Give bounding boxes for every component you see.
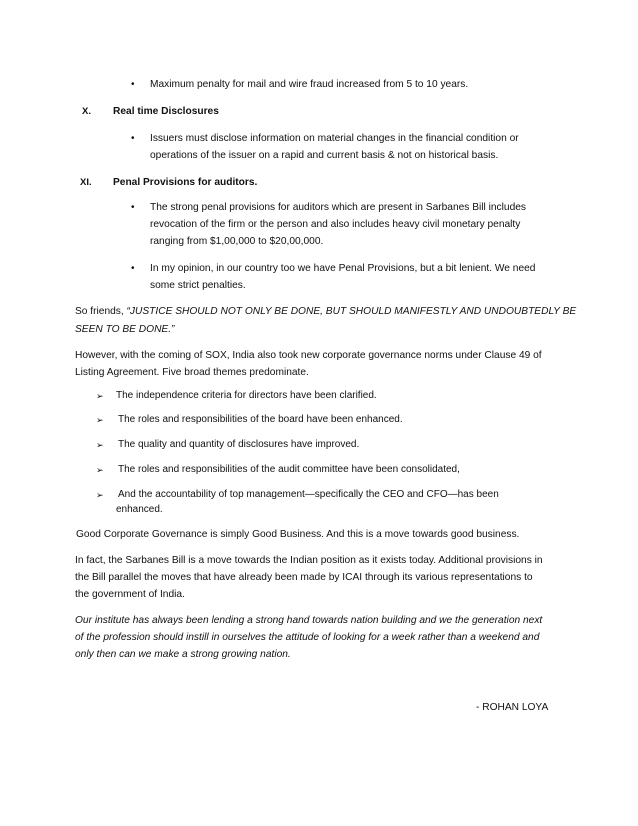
bullet-icon: • bbox=[131, 202, 135, 213]
paragraph-line: the government of India. bbox=[75, 589, 185, 600]
bullet-icon: • bbox=[131, 263, 135, 274]
closing-line: only then can we make a strong growing nation. bbox=[75, 649, 291, 660]
signature: - ROHAN LOYA bbox=[476, 702, 549, 713]
paragraph-line: However, with the coming of SOX, India also took new corporate governance norms under Clause 49 of bbox=[75, 350, 542, 361]
closing-line: Our institute has always been lending a strong hand towards nation building and we the generation next bbox=[75, 615, 543, 626]
section-heading: Real time Disclosures bbox=[113, 106, 219, 117]
theme-item: The roles and responsibilities of the audit committee have been consolidated, bbox=[118, 464, 460, 475]
bullet-text: In my opinion, in our country too we have Penal Provisions, but a bit lenient. We need bbox=[150, 263, 536, 274]
arrow-bullet-icon: ➢ bbox=[96, 490, 104, 500]
theme-item: The quality and quantity of disclosures have improved. bbox=[118, 439, 360, 450]
arrow-bullet-icon: ➢ bbox=[96, 465, 104, 475]
bullet-text: Issuers must disclose information on material changes in the financial condition or bbox=[150, 133, 519, 144]
arrow-bullet-icon: ➢ bbox=[96, 440, 104, 450]
bullet-text: Maximum penalty for mail and wire fraud increased from 5 to 10 years. bbox=[150, 79, 469, 90]
section-heading: Penal Provisions for auditors. bbox=[113, 177, 258, 188]
section-numeral: XI. bbox=[80, 177, 92, 188]
theme-item-continuation: enhanced. bbox=[116, 504, 163, 515]
paragraph-line: Good Corporate Governance is simply Good Business. And this is a move towards good business. bbox=[76, 529, 520, 540]
quote-prefix: So friends, bbox=[75, 306, 127, 317]
quote-text: “JUSTICE SHOULD NOT ONLY BE DONE, BUT SHOULD MANIFESTLY AND UNDOUBTEDLY BE bbox=[126, 306, 577, 317]
theme-item: The independence criteria for directors have been clarified. bbox=[116, 390, 377, 401]
bullet-text: The strong penal provisions for auditors which are present in Sarbanes Bill includes bbox=[150, 202, 527, 213]
bullet-text: some strict penalties. bbox=[150, 280, 246, 291]
quote-text: SEEN TO BE DONE.” bbox=[75, 324, 175, 335]
bullet-text: operations of the issuer on a rapid and current basis & not on historical basis. bbox=[150, 150, 499, 161]
theme-item: The roles and responsibilities of the board have been enhanced. bbox=[118, 414, 403, 425]
closing-line: of the profession should instill in ourselves the attitude of looking for a week rather than a weekend and bbox=[75, 632, 540, 643]
theme-item: And the accountability of top management—specifically the CEO and CFO—has been bbox=[118, 489, 499, 500]
arrow-bullet-icon: ➢ bbox=[96, 415, 104, 425]
bullet-text: ranging from $1,00,000 to $20,00,000. bbox=[150, 236, 324, 247]
paragraph-line: Listing Agreement. Five broad themes predominate. bbox=[75, 367, 309, 378]
bullet-icon: • bbox=[131, 133, 135, 144]
paragraph-line: the Bill parallel the moves that have already been made by ICAI through its various representations to bbox=[75, 572, 533, 583]
bullet-text: revocation of the firm or the person and also includes heavy civil monetary penalty bbox=[150, 219, 521, 230]
section-numeral: X. bbox=[82, 106, 91, 117]
arrow-bullet-icon: ➢ bbox=[96, 391, 104, 401]
bullet-icon: • bbox=[131, 79, 135, 90]
paragraph-line: In fact, the Sarbanes Bill is a move towards the Indian position as it exists today. Additional provisions in bbox=[75, 555, 543, 566]
